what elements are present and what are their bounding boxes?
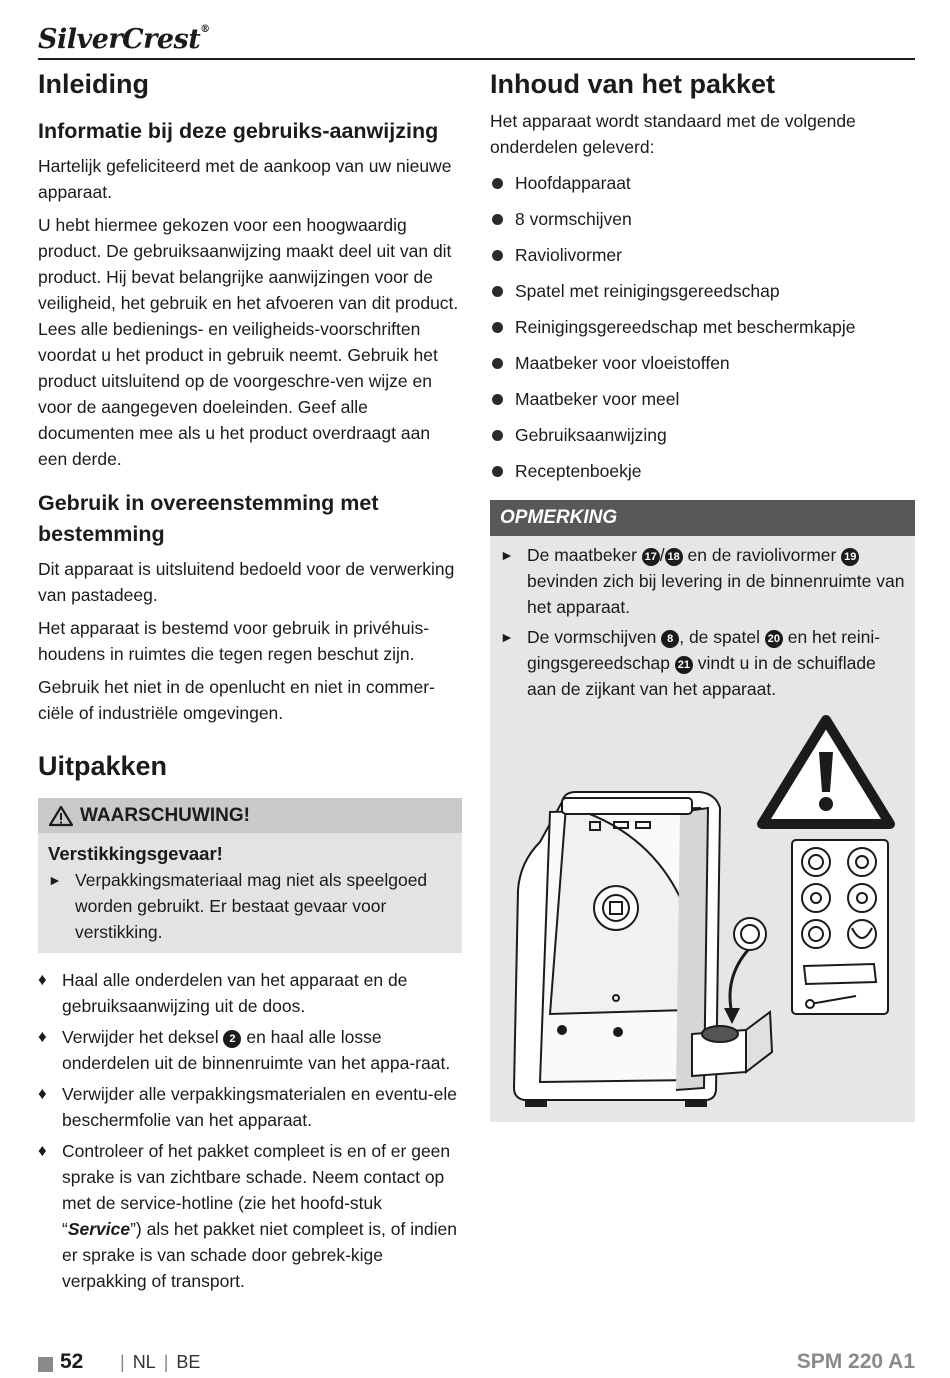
note-item: ► De maatbeker 17 / 18 en de raviolivormer 19 bevinden zich bij levering in de binnenruimte van het apparaat. [500,542,905,620]
brand-logo: SilverCrest® [38,24,210,55]
unpack-heading: Uitpakken [38,751,168,781]
part-number-badge: 20 [765,630,783,648]
list-item: ♦ Verwijder het deksel 2 en haal alle losse onderdelen uit de binnenruimte van het appa-raat. [38,1024,462,1076]
warning-label: WAARSCHUWING! [80,804,250,826]
service-reference: Service [67,1219,131,1239]
warning-subtitle: Verstikkingsgevaar! [48,843,223,864]
page-header [38,22,915,60]
shaping-disc-icon [734,918,766,950]
accessories-panel [792,840,888,1014]
diamond-bullet-icon: ♦ [38,1084,47,1103]
pasta-maker-icon [514,792,720,1106]
list-item: 8 vormschijven [490,206,915,232]
note-item: ► De vormschijven 8 , de spatel 20 en het reini-gingsgereedschap 21 vindt u in de schuiflade aan de zijkant van het apparaat. [500,624,905,702]
arrow-icon: ► [500,629,514,645]
diamond-bullet-icon: ♦ [38,1141,47,1160]
list-item: ♦ Controleer of het pakket compleet is en of er geen sprake is van zichtbare schade. Neem contact op met de service-hotline (zie het hoofd-stuk “Service”) als het pakket niet compleet is, of indien er sprake is van schade door gebrek-kige verpakking of transport. [38,1138,462,1294]
list-item: Raviolivormer [490,242,915,268]
list-item: Hoofdapparaat [490,170,915,196]
warning-item: ► Verpakkingsmateriaal mag niet als speelgoed worden gebruikt. Er bestaat gevaar voor verstikking. [48,867,452,945]
language-codes: | NL | BE [120,1352,201,1372]
list-item: ♦ Verwijder alle verpakkingsmaterialen en eventu-ele beschermfolie van het apparaat. [38,1081,462,1133]
note-header: OPMERKING [490,500,915,536]
part-number-badge: 2 [223,1030,241,1048]
warning-box [38,798,462,953]
part-number-badge: 8 [661,630,679,648]
intended-use-heading: Gebruik in overeenstemming met bestemming [38,491,379,546]
part-number-badge: 17 [642,548,660,566]
diamond-bullet-icon: ♦ [38,970,47,989]
arrow-icon: ► [48,872,62,888]
contents-list [490,170,915,484]
part-number-badge: 19 [841,548,859,566]
info-paragraph-2: U hebt hiermee gekozen voor een hoogwaardig product. De gebruiksaanwijzing maakt deel uit van dit product. Hij bevat belangrijke aanwijzingen voor de veiligheid, het gebruik en het afvoeren van dit product. Lees alle bedienings- en veiligheids-voorschriften voordat u het product in gebruik neemt. Gebruik het product uitsluitend op de voorgeschre-ven wijze en voor de aangegeven doeleinden. Geef alle documenten mee als u het product overdraagt aan een derde. [38,215,459,469]
contents-intro: Het apparaat wordt standaard met de volgende onderdelen geleverd: [490,111,856,157]
contents-heading: Inhoud van het pakket [490,69,776,99]
part-number-badge: 21 [675,656,693,674]
list-item: Spatel met reinigingsgereedschap [490,278,915,304]
arrow-icon: ► [500,547,514,563]
info-heading: Informatie bij deze gebruiks-aanwijzing [38,119,439,143]
left-column [38,66,462,1299]
unpack-steps [38,967,462,1294]
note-box [490,500,915,1122]
use-paragraph-3: Gebruik het niet in de openlucht en niet in commer-ciële of industriële omgevingen. [38,677,435,723]
page-number: 52 [60,1350,84,1373]
intro-heading: Inleiding [38,69,149,99]
list-item: ♦ Haal alle onderdelen van het apparaat en de gebruiksaanwijzing uit de doos. [38,967,462,1019]
page-footer [38,1350,915,1378]
list-item: Gebruiksaanwijzing [490,422,915,448]
list-item: Reinigingsgereedschap met beschermkapje [490,314,915,340]
warning-triangle-icon [48,805,74,827]
warning-sign-icon [762,720,890,824]
appliance-illustration [510,712,900,1112]
right-column [490,66,915,1122]
list-item: Receptenboekje [490,458,915,484]
use-paragraph-2: Het apparaat is bestemd voor gebruik in privéhuis-houdens in ruimtes die tegen regen beschut zijn. [38,618,430,664]
footer-square-icon [38,1357,53,1372]
model-number: SPM 220 A1 [796,1350,915,1373]
list-item: Maatbeker voor vloeistoffen [490,350,915,376]
list-item: Maatbeker voor meel [490,386,915,412]
use-paragraph-1: Dit apparaat is uitsluitend bedoeld voor de verwerking van pastadeeg. [38,559,455,605]
info-paragraph-1: Hartelijk gefeliciteerd met de aankoop van uw nieuwe apparaat. [38,156,452,202]
part-number-badge: 18 [665,548,683,566]
diamond-bullet-icon: ♦ [38,1027,47,1046]
warning-header [38,798,462,833]
